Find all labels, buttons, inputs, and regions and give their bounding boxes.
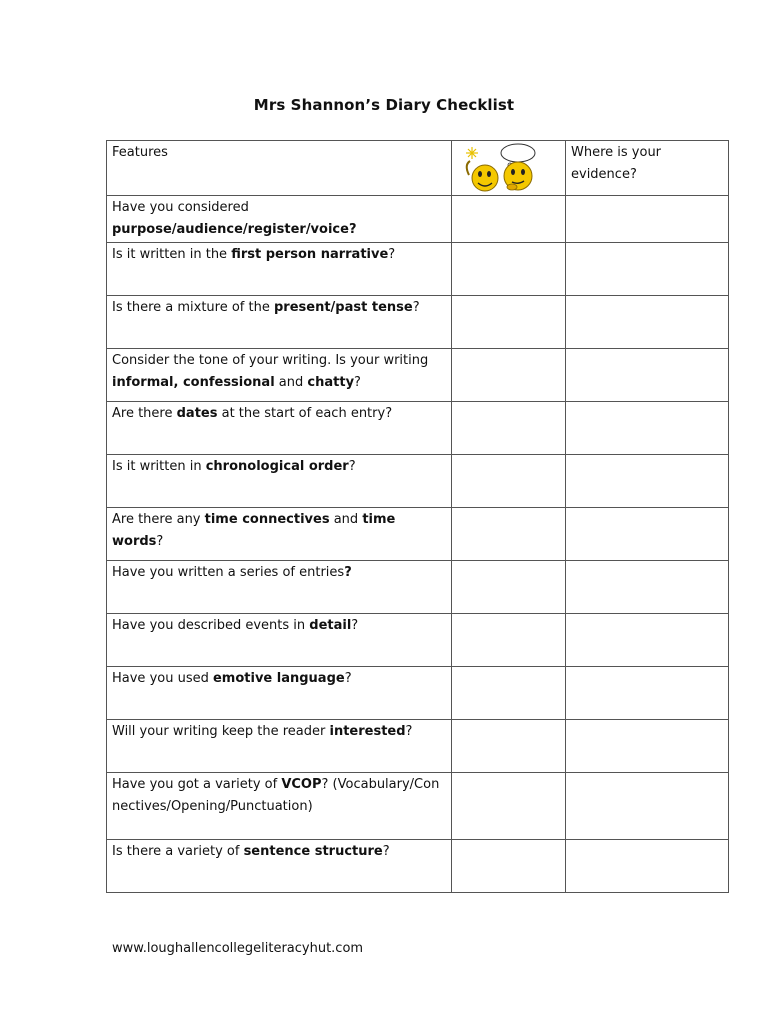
- tick-cell[interactable]: [452, 667, 566, 720]
- question-keyword: first person narrative: [231, 247, 389, 262]
- tick-cell[interactable]: [452, 455, 566, 508]
- question-text: Are there any: [112, 512, 205, 527]
- question-text: Is it written in: [112, 459, 206, 474]
- feature-question: [107, 667, 452, 720]
- question-text: Have you used: [112, 671, 213, 686]
- question-keyword: interested: [329, 724, 406, 739]
- evidence-cell[interactable]: [566, 667, 729, 720]
- question-text: Have you written a series of entries: [112, 565, 345, 580]
- icon-header: [452, 141, 566, 196]
- evidence-cell[interactable]: [566, 455, 729, 508]
- question-keyword: present/past tense: [274, 300, 413, 315]
- question-text: at the start of each entry?: [217, 406, 393, 421]
- evidence-header: [566, 141, 729, 196]
- feature-question: [107, 561, 452, 614]
- question-text: ?: [348, 459, 356, 474]
- feature-question: [107, 402, 452, 455]
- table-row: [107, 243, 729, 296]
- feature-question: [107, 614, 452, 667]
- evidence-header-line1: Where is your: [571, 145, 662, 160]
- question-keyword: chatty: [307, 375, 355, 390]
- table-row: [107, 667, 729, 720]
- evidence-header-line2: evidence?: [571, 167, 637, 182]
- question-keyword: emotive language: [212, 671, 345, 686]
- table-header-row: [107, 141, 729, 196]
- feature-question: [107, 243, 452, 296]
- evidence-cell[interactable]: [566, 349, 729, 402]
- question-text: ?: [405, 724, 413, 739]
- features-header-label: Features: [112, 145, 168, 160]
- question-keyword: informal, confessional: [112, 375, 275, 390]
- question-text: ?: [382, 844, 390, 859]
- evidence-cell[interactable]: [566, 296, 729, 349]
- feature-question: [107, 840, 452, 893]
- table-row: [107, 773, 729, 840]
- question-text: Is it written in the: [112, 247, 232, 262]
- question-text: Is there a mixture of the: [112, 300, 274, 315]
- evidence-cell[interactable]: [566, 720, 729, 773]
- table-row: [107, 614, 729, 667]
- question-keyword: detail: [309, 618, 352, 633]
- question-text: Will your writing keep the reader: [112, 724, 330, 739]
- question-text: Consider the tone of your writing. Is your writing: [112, 353, 429, 368]
- question-keyword: sentence structure: [243, 844, 383, 859]
- question-text: Is there a variety of: [112, 844, 244, 859]
- tick-cell[interactable]: [452, 402, 566, 455]
- feature-question: [107, 196, 452, 243]
- question-text: Have you considered: [112, 200, 249, 215]
- tick-cell[interactable]: [452, 720, 566, 773]
- feature-question: [107, 349, 452, 402]
- tick-cell[interactable]: [452, 773, 566, 840]
- page-title: Mrs Shannon’s Diary Checklist: [253, 96, 515, 114]
- tick-cell[interactable]: [452, 840, 566, 893]
- question-keyword: purpose/audience/register/voice?: [112, 222, 357, 237]
- feature-question: [107, 455, 452, 508]
- question-keyword: chronological order: [205, 459, 349, 474]
- evidence-cell[interactable]: [566, 243, 729, 296]
- tick-cell[interactable]: [452, 508, 566, 561]
- feature-question: [107, 508, 452, 561]
- question-text: Are there: [112, 406, 177, 421]
- question-text: Have you described events in: [112, 618, 310, 633]
- question-text: Have you got a variety of: [112, 777, 282, 792]
- question-keyword: time words: [112, 512, 396, 549]
- question-text: and: [274, 375, 308, 390]
- tick-cell[interactable]: [452, 349, 566, 402]
- question-text: and: [329, 512, 363, 527]
- question-text: ?: [156, 534, 164, 549]
- question-keyword: time connectives: [204, 512, 330, 527]
- tick-cell[interactable]: [452, 243, 566, 296]
- feature-question: [107, 773, 452, 840]
- smiley-faces-icon: [452, 141, 566, 195]
- table-row: [107, 840, 729, 893]
- question-text: ?: [412, 300, 420, 315]
- question-keyword: ?: [344, 565, 352, 580]
- evidence-cell[interactable]: [566, 840, 729, 893]
- question-keyword: dates: [176, 406, 218, 421]
- table-row: [107, 296, 729, 349]
- tick-cell[interactable]: [452, 561, 566, 614]
- tick-cell[interactable]: [452, 196, 566, 243]
- feature-question: [107, 720, 452, 773]
- evidence-cell[interactable]: [566, 196, 729, 243]
- question-text: ?: [354, 375, 361, 390]
- table-row: [107, 455, 729, 508]
- evidence-cell[interactable]: [566, 773, 729, 840]
- question-text: ?: [351, 618, 359, 633]
- tick-cell[interactable]: [452, 296, 566, 349]
- features-header: [107, 141, 452, 196]
- table-row: [107, 508, 729, 561]
- question-text: ?: [344, 671, 352, 686]
- table-row: [107, 349, 729, 402]
- evidence-cell[interactable]: [566, 508, 729, 561]
- checklist-table: [106, 140, 729, 893]
- question-text: ? (Vocabulary/Connectives/Opening/Punctuation): [112, 777, 440, 814]
- question-text: ?: [388, 247, 396, 262]
- table-row: [107, 561, 729, 614]
- evidence-cell[interactable]: [566, 614, 729, 667]
- question-keyword: VCOP: [281, 777, 322, 792]
- evidence-cell[interactable]: [566, 402, 729, 455]
- table-row: [107, 402, 729, 455]
- table-row: [107, 196, 729, 243]
- table-row: [107, 720, 729, 773]
- evidence-cell[interactable]: [566, 561, 729, 614]
- tick-cell[interactable]: [452, 614, 566, 667]
- footer-url: www.loughallencollegeliteracyhut.com: [112, 941, 364, 956]
- feature-question: [107, 296, 452, 349]
